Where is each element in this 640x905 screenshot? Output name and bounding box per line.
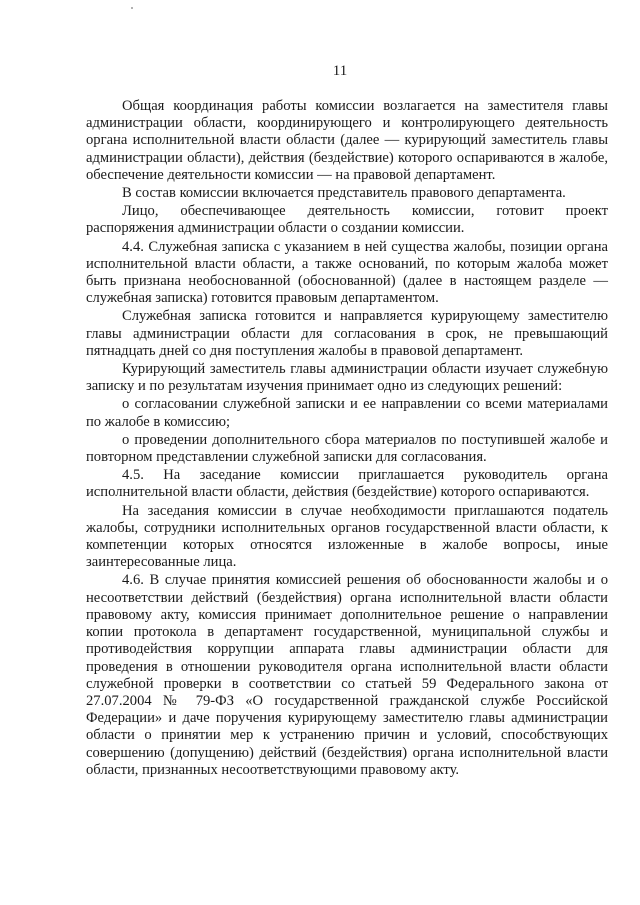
paragraph-4-5: 4.5. На заседание комиссии приглашается руководитель органа исполнительной власти области, действия (бездействие) которого оспариваются. [86, 467, 608, 501]
paragraph-4-4: 4.4. Служебная записка с указанием в ней существа жалобы, позиции органа исполнительной власти области, а также оснований, по которым жалоба может быть признана необоснованной (обоснованной) (далее в настоящем разделе — служебная записка) готовится правовым департаментом. [86, 238, 608, 307]
scan-speck [131, 7, 133, 9]
paragraph-commission-composition: В состав комиссии включается представитель правового департамента. [122, 185, 566, 202]
paragraph-coordination: Общая координация работы комиссии возлагается на заместителя главы администрации области, координирующего и контролирующего деятельность органа исполнительной власти области (далее — курирующий заместитель главы администрации области), действия (бездействие) которого оспариваются в жалобе, обеспечение деятельности комиссии — на правовой департамент. [86, 98, 608, 183]
paragraph-memo-approval: Служебная записка готовится и направляется курирующему заместителю главы администрации области для согласования в срок, не превышающий пятнадцать дней со дня поступления жалобы в правовой департамент. [86, 308, 608, 359]
paragraph-4-6: 4.6. В случае принятия комиссией решения об обоснованности жалобы и о несоответствии действий (бездействия) органа исполнительной власти области правовому акту, комиссия принимает дополнительное решение о направлении копии протокола в департамент государственной, муниципальной службы и противодействия коррупции аппарата главы администрации области для проведения в отношении руководителя органа исполнительной власти области служебной проверки в соответствии со статьей 59 Федерального закона от 27.07.2004 № 79-ФЗ «О государственной гражданской службе Российской Федерации» и даче поручения курирующему заместителю главы администрации области о принятии мер к устранению причин и условий, способствующих совершению (допущению) действий (бездействия) органа исполнительной власти области, признанных несоответствующими правовому акту. [86, 572, 608, 778]
document-body [86, 98, 608, 779]
paragraph-invitees: На заседания комиссии в случае необходимости приглашаются податель жалобы, сотрудники исполнительных органов государственной власти области, к компетенции которых относятся изложенные в жалобе вопросы, иные заинтересованные лица. [86, 502, 608, 571]
page-number: 11 [332, 63, 348, 79]
paragraph-decision-approve: о согласовании служебной записки и ее направлении со всеми материалами по жалобе в комиссию; [86, 396, 608, 430]
paragraph-commission-order: Лицо, обеспечивающее деятельность комиссии, готовит проект распоряжения администрации области о создании комиссии. [86, 203, 608, 237]
paragraph-deputy-decisions: Курирующий заместитель главы администрации области изучает служебную записку и по результатам изучения принимает одно из следующих решений: [86, 361, 608, 395]
paragraph-decision-additional: о проведении дополнительного сбора материалов по поступившей жалобе и повторном представлении служебной записки для согласования. [86, 431, 608, 466]
